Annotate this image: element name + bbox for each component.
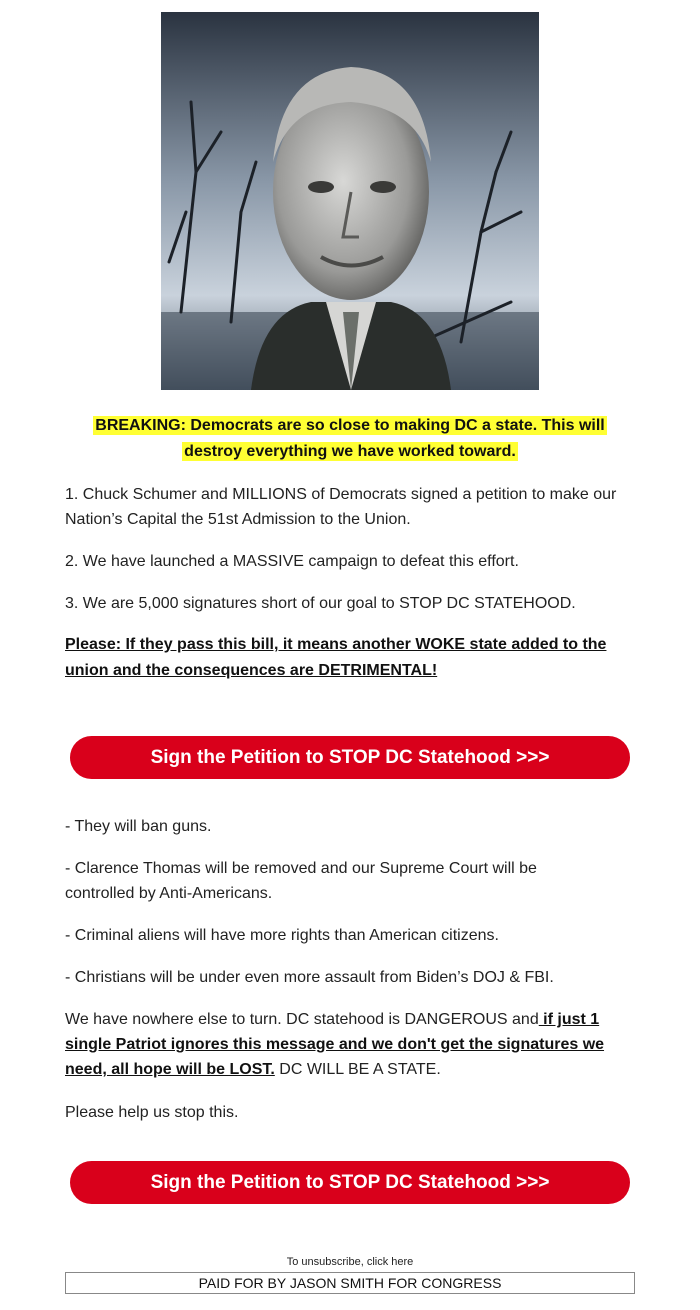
breaking-headline: [65, 413, 635, 465]
closing-lead: We have nowhere else to turn. DC statehood is DANGEROUS and: [65, 1011, 539, 1028]
portrait-illustration: [161, 12, 539, 390]
closing-paragraph: [65, 1007, 640, 1082]
point-2: 2. We have launched a MASSIVE campaign to defeat this effort.: [65, 553, 519, 570]
hero-image: [161, 12, 539, 390]
warning-text: Please: If they pass this bill, it means another WOKE state added to the union and the consequences are DETRIMENTAL!: [65, 636, 607, 679]
point-3: 3. We are 5,000 signatures short of our goal to STOP DC STATEHOOD.: [65, 595, 576, 612]
headline-line-2: destroy everything we have worked toward.: [184, 443, 516, 460]
closing-emphasis: if just 1 single Patriot ignores this message and we don't get the signatures we need, all hope will be LOST.: [65, 1011, 605, 1078]
sign-petition-button-bottom[interactable]: Sign the Petition to STOP DC Statehood >>>: [70, 1161, 630, 1204]
unsubscribe-link[interactable]: To unsubscribe, click here: [286, 1256, 414, 1268]
help-text: Please help us stop this.: [65, 1104, 239, 1121]
consequence-1: - They will ban guns.: [65, 818, 212, 835]
consequence-4: - Christians will be under even more assault from Biden’s DOJ & FBI.: [65, 969, 554, 986]
headline-line-1: BREAKING: Democrats are so close to making DC a state. This will: [95, 417, 605, 434]
unsubscribe-text: [0, 1256, 700, 1268]
paid-for-disclaimer: PAID FOR BY JASON SMITH FOR CONGRESS: [65, 1272, 635, 1294]
closing-tail: DC WILL BE A STATE.: [274, 1061, 441, 1078]
sign-petition-button[interactable]: Sign the Petition to STOP DC Statehood >>>: [70, 736, 630, 779]
consequence-3: - Criminal aliens will have more rights than American citizens.: [65, 927, 499, 944]
consequence-2: - Clarence Thomas will be removed and our Supreme Court will be controlled by Anti-Americans.: [65, 860, 537, 902]
point-1: 1. Chuck Schumer and MILLIONS of Democrats signed a petition to make our Nation’s Capital the 51st Admission to the Union.: [65, 486, 617, 528]
